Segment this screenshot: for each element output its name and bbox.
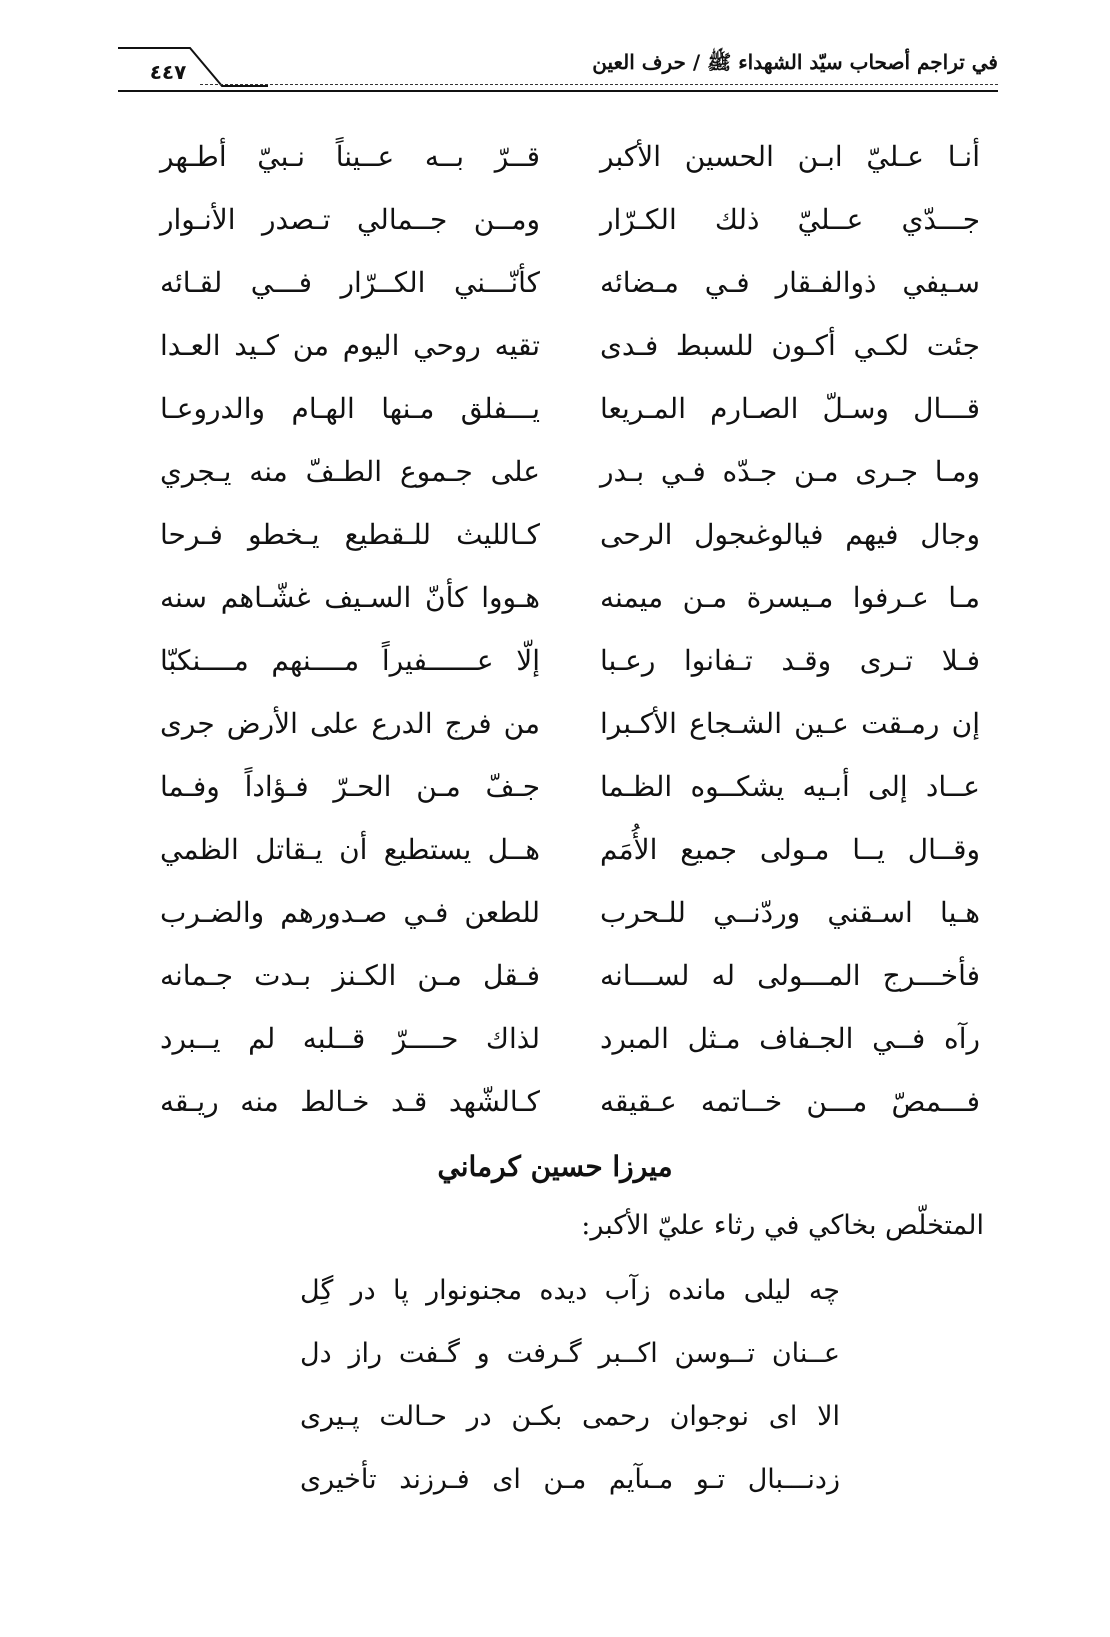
running-header <box>118 40 998 100</box>
poet-heading: ميرزا حسين كرماني <box>437 1150 673 1183</box>
hemistich-first: جـــدّي عــليّ ذلك الكـرّار <box>600 203 980 236</box>
hemistich-second: على جـموع الطـفّ منه يـجري <box>160 455 540 488</box>
hemistich-second: تقيه روحي اليوم من كـيد العـدا <box>160 329 540 362</box>
header-rule-thin <box>200 84 998 85</box>
hemistich-first: وجال فيهم فيالوغىجول الرحى <box>600 518 980 551</box>
hemistich-first: رآه فــي الجـفاف مـثل المبرد <box>600 1022 980 1055</box>
hemistich-second: كـالشّهد قـد خـالط منه ريـقه <box>160 1085 540 1118</box>
couplet <box>160 1014 980 1077</box>
couplet <box>160 888 980 951</box>
couplet <box>160 258 980 321</box>
couplet <box>160 195 980 258</box>
hemistich-first: فأخـــرج المـــولى له لســـانه <box>600 959 980 992</box>
hemistich-second: فـقل مـن الكـنز بـدت جـمانه <box>160 959 540 992</box>
hemistich-second: من فرج الدرع على الأرض جرى <box>160 707 540 740</box>
persian-line: عــنان تــوسن اكــبر گـرفت و گـفت راز دل <box>300 1338 840 1369</box>
hemistich-first: عــاد إلى أبـيه يشكــوه الظـما <box>600 770 980 803</box>
hemistich-first: ومـا جـرى مـن جـدّه فـي بـدر <box>600 455 980 488</box>
hemistich-second: هـووا كأنّ السـيف غشّـاهم سنه <box>160 581 540 614</box>
hemistich-second: كـالليث للـقطيع يـخطو فـرحا <box>160 518 540 551</box>
hemistich-second: يـــفلق مـنها الهـام والدروعـا <box>160 392 540 425</box>
hemistich-second: هــل يستطيع أن يـقاتل الظمي <box>160 833 540 866</box>
hemistich-second: جـفّ مـن الحـرّ فـؤاداً وفـما <box>160 770 540 803</box>
hemistich-second: للطعن فـي صـدورهم والضـرب <box>160 896 540 929</box>
persian-line: چه ليلى مانده زآب ديده مجنونوار پا در گِل <box>300 1275 840 1306</box>
couplet <box>160 699 980 762</box>
hemistich-first: فـلا تـرى وقـد تـفانوا رعـبا <box>600 644 980 677</box>
couplet <box>160 132 980 195</box>
hemistich-first: إن رمـقت عـين الشـجاع الأكـبرا <box>600 707 980 740</box>
hemistich-second: إلّا عــــــفيراً مــــنهم مــــنكبّا <box>160 644 540 677</box>
hemistich-second: قــرّ بــه عــيناً نـبيّ أطـهر <box>160 140 540 173</box>
page-number: ٤٤٧ <box>149 60 187 84</box>
hemistich-first: فـــمصّ مـــن خــاتمه عـقيقه <box>600 1085 980 1118</box>
hemistich-first: هـيا اسـقني وردّنــي للـحرب <box>600 896 980 929</box>
couplet <box>160 1077 980 1140</box>
couplet <box>160 825 980 888</box>
persian-line: زدنـــبال تـو مـىآيم مـن اى فـرزند تأخيرى <box>300 1464 840 1495</box>
hemistich-second: ومــن جــمالي تـصدر الأنـوار <box>160 203 540 236</box>
couplet <box>160 510 980 573</box>
couplet <box>160 447 980 510</box>
persian-poem <box>300 1275 840 1527</box>
hemistich-first: أنـا عـليّ ابـن الحسين الأكبر <box>600 140 980 173</box>
hemistich-first: جئت لكـي أكـون للسبط فـدى <box>600 329 980 362</box>
couplet <box>160 762 980 825</box>
hemistich-first: قـــال وسـلّ الصـارم المـريعا <box>600 392 980 425</box>
hemistich-second: كأنّـــني الكــرّار فـــي لقـائه <box>160 266 540 299</box>
header-rule <box>118 90 998 92</box>
hemistich-first: وقــال يــا مـولى جميع الأُمَم <box>600 833 980 866</box>
couplet <box>160 951 980 1014</box>
hemistich-first: سـيفي ذوالفـقار فـي مـضائه <box>600 266 980 299</box>
couplet <box>160 384 980 447</box>
persian-line: الا اى نوجوان رحمى بكـن در حـالت پـيرى <box>300 1401 840 1432</box>
poet-intro: المتخلّص بخاكي في رثاء عليّ الأكبر: <box>581 1210 984 1241</box>
couplet <box>160 573 980 636</box>
couplet <box>160 636 980 699</box>
header-title: في تراجم أصحاب سيّد الشهداء ﷺ / حرف العين <box>592 50 998 74</box>
arabic-poem <box>160 132 980 1140</box>
hemistich-first: مـا عـرفوا مـيسرة مـن ميمنه <box>600 581 980 614</box>
couplet <box>160 321 980 384</box>
hemistich-second: لذاك حــــرّ قــلبه لم يــبرد <box>160 1022 540 1055</box>
